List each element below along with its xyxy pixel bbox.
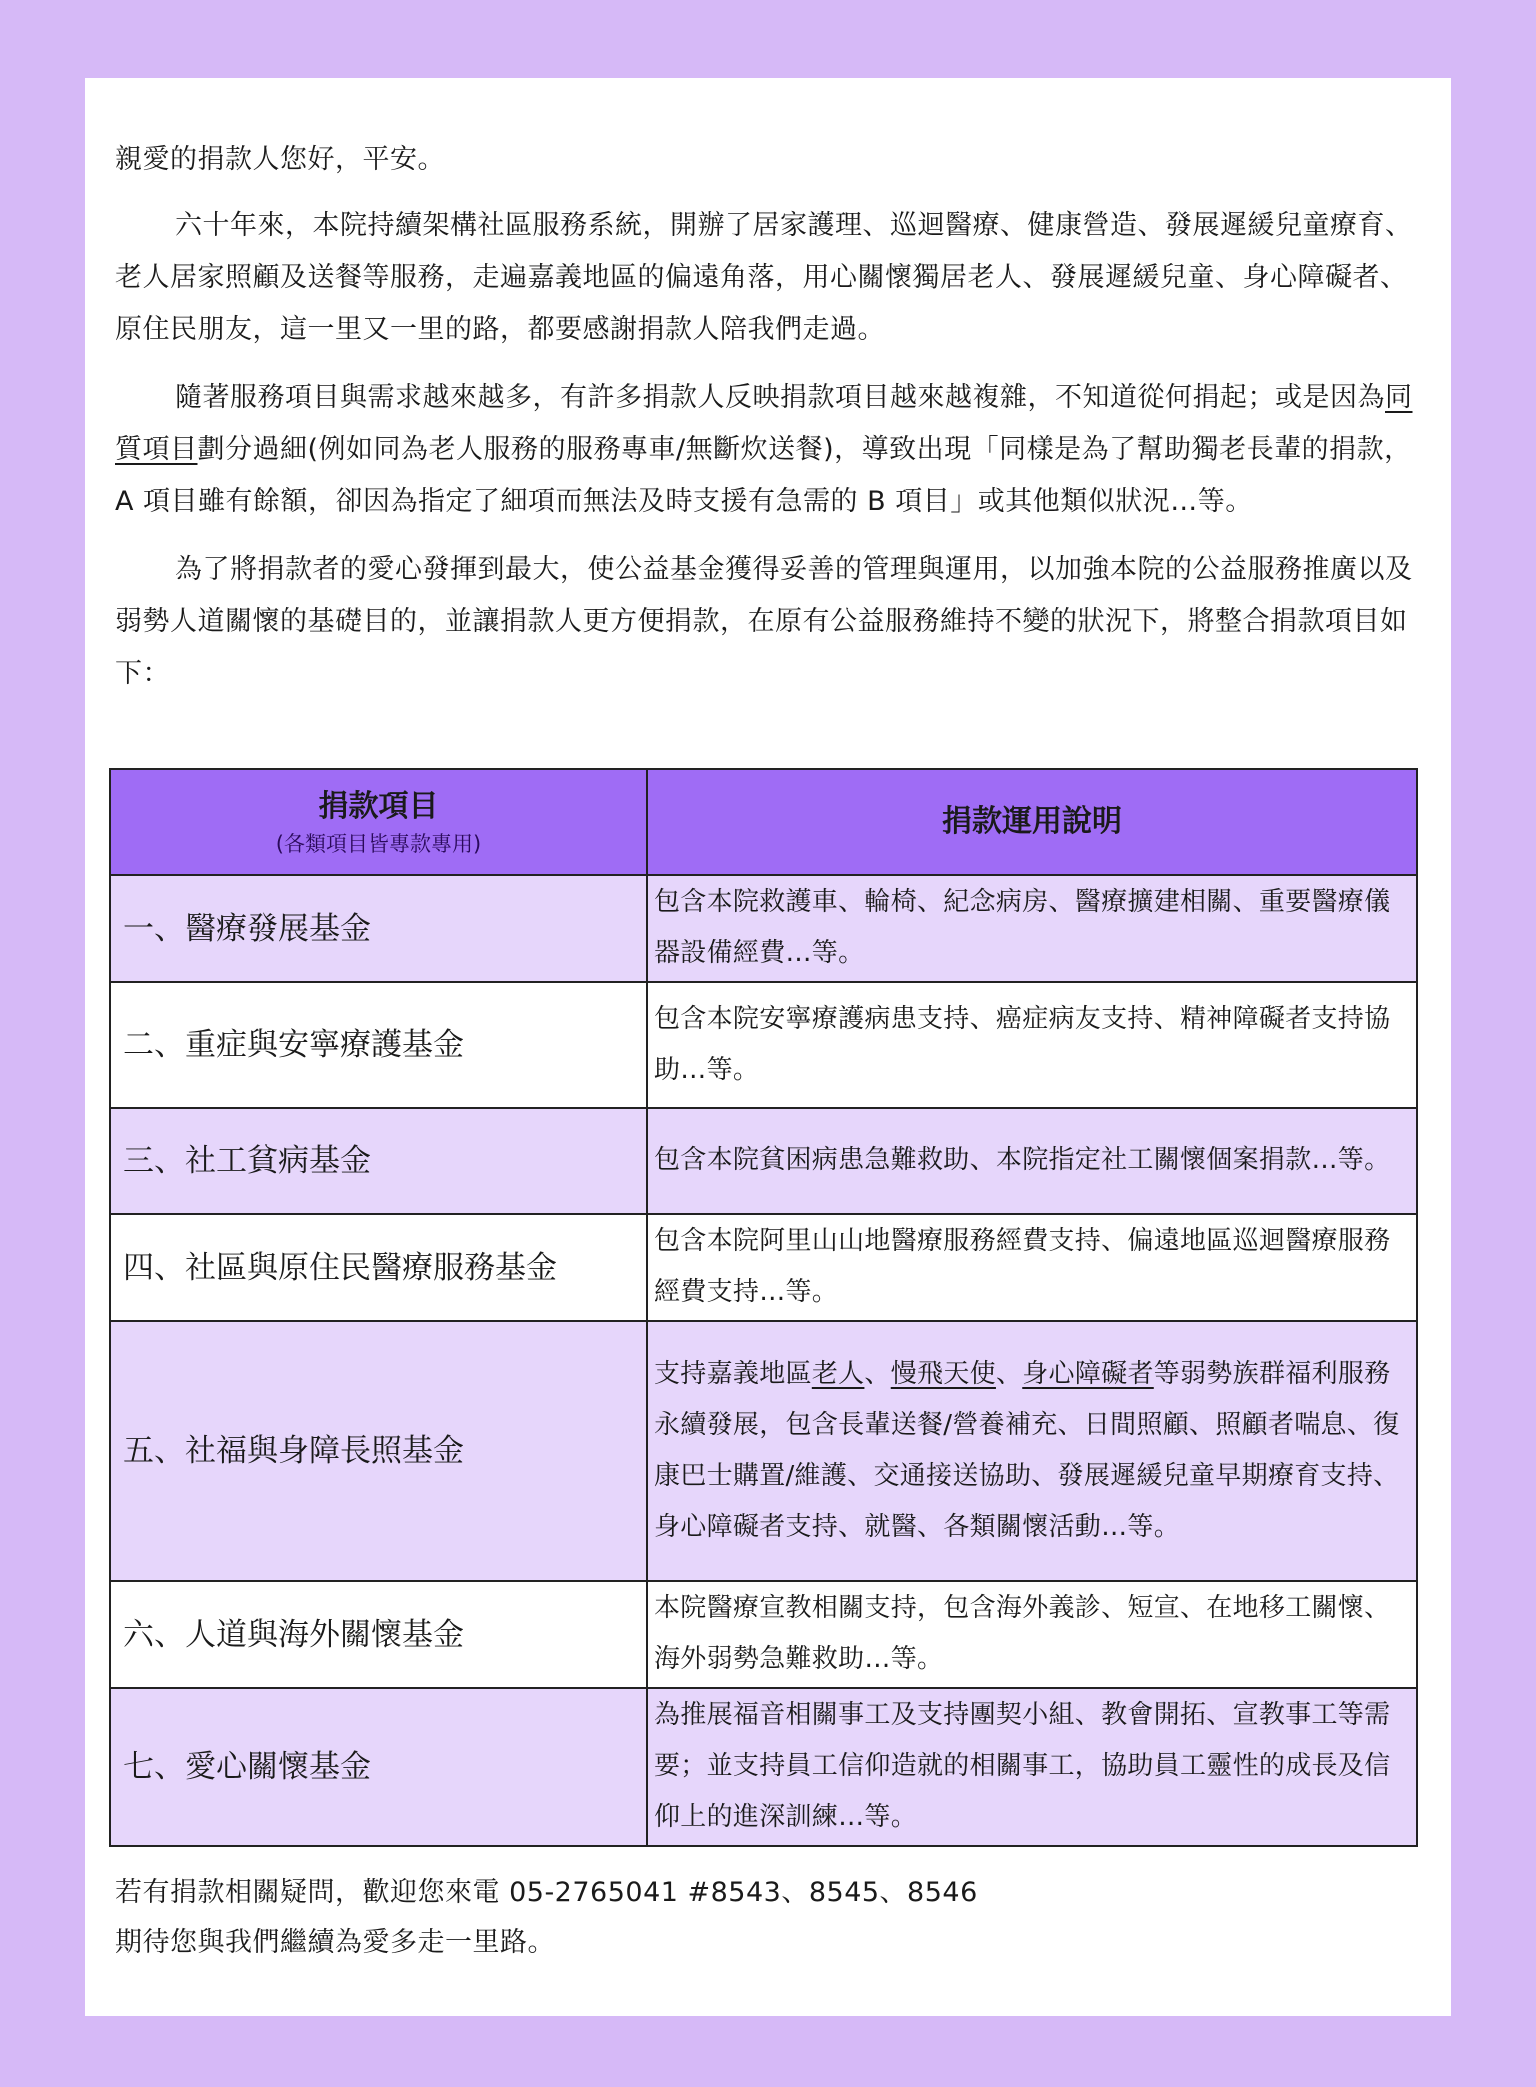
paragraph-reason-before: 隨著服務項目與需求越來越多，有許多捐款人反映捐款項目越來越複雜，不知道從何捐起；或是因為 [175, 382, 1385, 413]
fund-desc: 本院醫療宣教相關支持，包含海外義診、短宣、在地移工關懷、海外弱勢急難救助…等。 [647, 1581, 1417, 1688]
table-row [110, 1321, 1417, 1581]
fund-name: 六、人道與海外關懷基金 [110, 1581, 647, 1688]
greeting: 親愛的捐款人您好，平安。 [115, 144, 445, 175]
table-header-row [110, 769, 1417, 875]
paragraph-history: 六十年來，本院持續架構社區服務系統，開辦了居家護理、巡迴醫療、健康營造、發展遲緩兒童療育、老人居家照顧及送餐等服務，走遍嘉義地區的偏遠角落，用心關懷獨居老人、發展遲緩兒童、身心障礙者、原住民朋友，這一里又一里的路，都要感謝捐款人陪我們走過。 [115, 210, 1413, 345]
fund-desc [647, 1321, 1417, 1581]
letter-body [115, 134, 1425, 716]
fund-desc: 包含本院阿里山山地醫療服務經費支持、偏遠地區巡迴醫療服務經費支持…等。 [647, 1214, 1417, 1321]
table-row [110, 982, 1417, 1108]
desc-part: 、 [864, 1358, 891, 1389]
header-item-cell [110, 769, 647, 875]
fund-desc: 包含本院貧困病患急難救助、本院指定社工關懷個案捐款…等。 [647, 1108, 1417, 1214]
desc-part: 、 [995, 1358, 1023, 1389]
fund-name: 七、愛心關懷基金 [110, 1688, 647, 1846]
header-desc: 捐款運用說明 [942, 804, 1122, 839]
fund-name: 五、社福與身障長照基金 [110, 1321, 647, 1581]
fund-name: 三、社工貧病基金 [110, 1108, 647, 1214]
desc-part: 等弱勢族群福利服務永續發展，包含長輩送餐/營養補充、日間照顧、照顧者喘息、復康巴士購置/維護、交通接送協助、發展遲緩兒童早期療育支持、身心障礙者支持、就醫、各類關懷活動…等。 [654, 1358, 1400, 1542]
fund-desc: 包含本院安寧療護病患支持、癌症病友支持、精神障礙者支持協助…等。 [647, 982, 1417, 1108]
underlined-term: 老人 [811, 1358, 865, 1389]
header-item-note: (各類項目皆專款專用) [275, 832, 482, 856]
fund-table [109, 768, 1418, 1847]
paragraph-reason-after: 劃分過細(例如同為老人服務的服務專車/無斷炊送餐)，導致出現「同樣是為了幫助獨老長輩的捐款，A 項目雖有餘額，卻因為指定了細項而無法及時支援有急需的 B 項目」或其他類似狀況…等。 [115, 434, 1412, 517]
underlined-term: 同質項目 [115, 382, 1413, 465]
table-row [110, 1214, 1417, 1321]
underlined-term: 身心障礙者 [1022, 1358, 1154, 1389]
paragraph-purpose: 為了將捐款者的愛心發揮到最大，使公益基金獲得妥善的管理與運用，以加強本院的公益服務推廣以及弱勢人道關懷的基礎目的，並讓捐款人更方便捐款，在原有公益服務維持不變的狀況下，將整合捐款項目如下： [115, 554, 1413, 689]
fund-name: 二、重症與安寧療護基金 [110, 982, 647, 1108]
fund-desc: 為推展福音相關事工及支持團契小組、教會開拓、宣教事工等需要；並支持員工信仰造就的相關事工，協助員工靈性的成長及信仰上的進深訓練…等。 [647, 1688, 1417, 1846]
underlined-term: 慢飛天使 [890, 1358, 996, 1389]
table-row [110, 1581, 1417, 1688]
fund-name: 四、社區與原住民醫療服務基金 [110, 1214, 647, 1321]
table-row [110, 1688, 1417, 1846]
header-item: 捐款項目 [318, 789, 439, 824]
contact-line: 若有捐款相關疑問，歡迎您來電 05-2765041 #8543、8545、8546 [115, 1877, 978, 1908]
letter-footer [115, 1868, 1425, 1968]
table-row [110, 1108, 1417, 1214]
closing-line: 期待您與我們繼續為愛多走一里路。 [115, 1927, 555, 1958]
letter-page [85, 78, 1451, 2016]
desc-part: 支持嘉義地區 [654, 1358, 812, 1389]
table-row [110, 875, 1417, 982]
header-desc-cell [647, 769, 1417, 875]
paragraph-reason [115, 372, 1425, 528]
fund-name: 一、醫療發展基金 [110, 875, 647, 982]
fund-desc: 包含本院救護車、輪椅、紀念病房、醫療擴建相關、重要醫療儀器設備經費…等。 [647, 875, 1417, 982]
